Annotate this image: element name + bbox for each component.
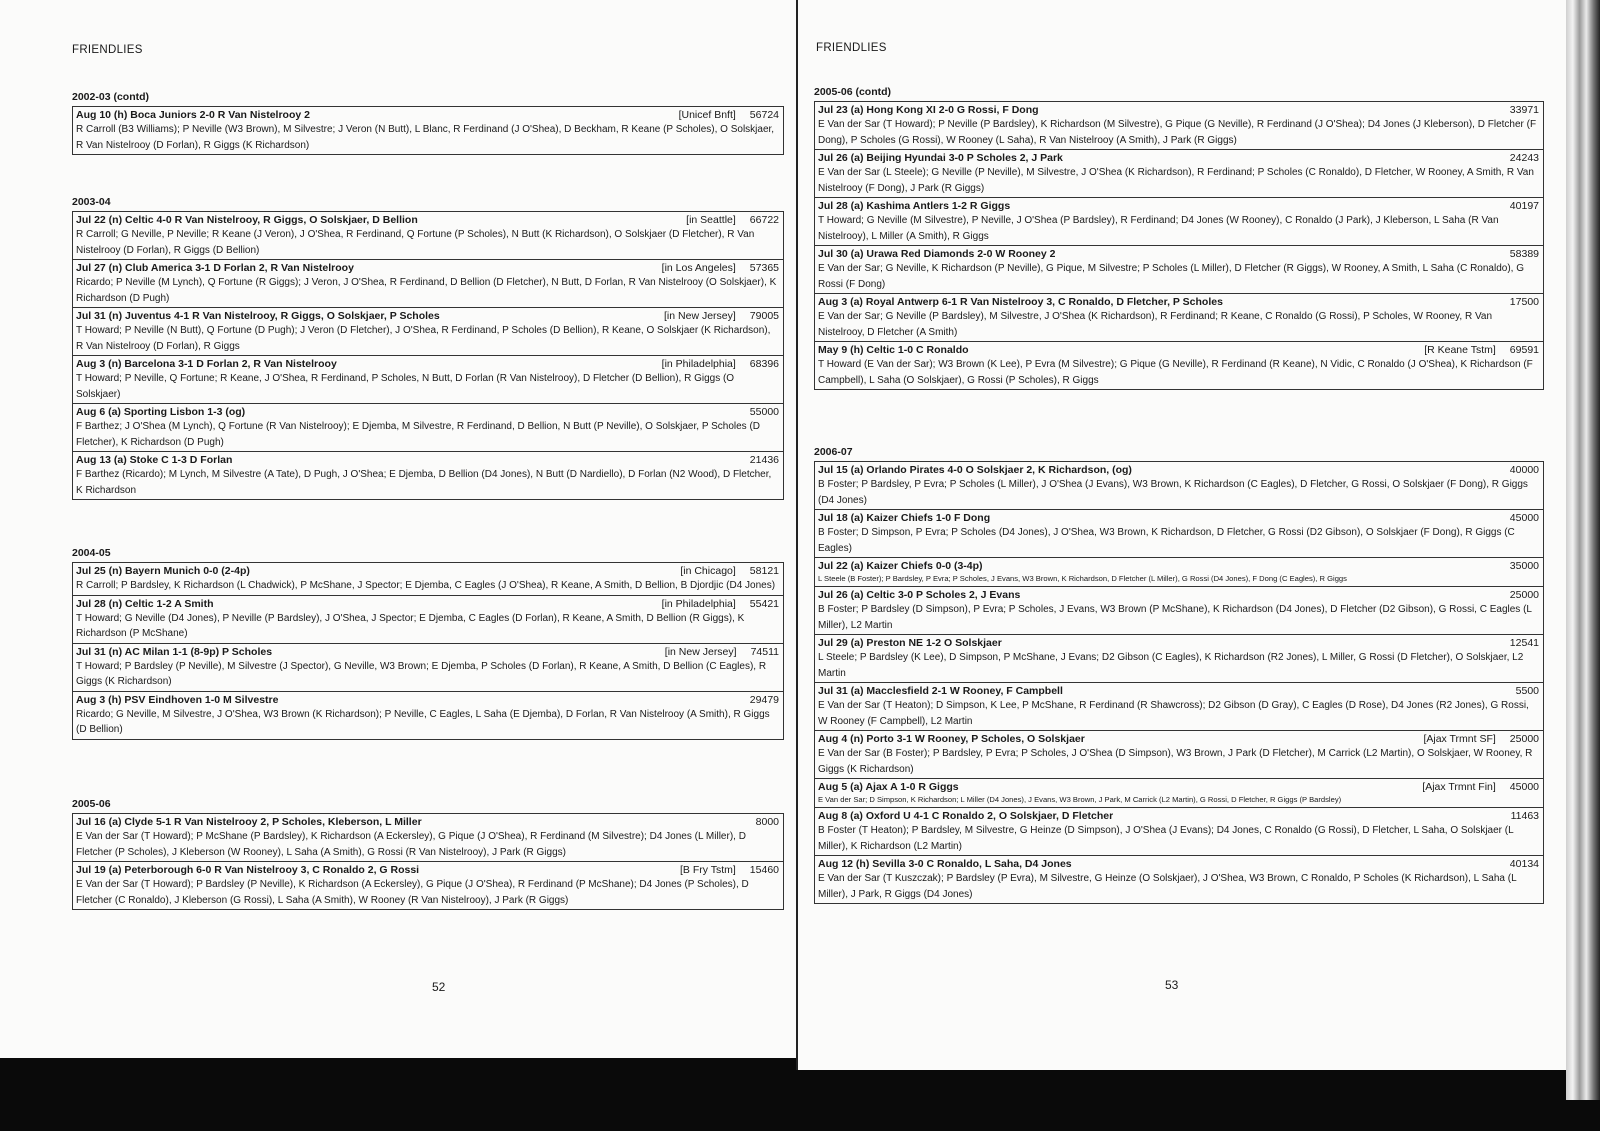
match-meta [1496,636,1539,650]
match-title: Aug 13 (a) Stoke C 1-3 D Forlan [76,454,233,466]
page-number: 52 [432,980,446,994]
match-lineup: E Van der Sar (B Foster); P Bardsley, P Evra; P Scholes, J O'Shea (D Simpson), W3 Brown, J Park (D Fletcher), M Carrick (L2 Martin), O Solskjaer, W Rooney, R Giggs (K Richardson) [818,748,1533,775]
match-attendance: 35000 [1509,560,1539,572]
match-header [818,732,1539,746]
match-header [76,261,779,275]
match-lineup: R Carroll (B3 Williams); P Neville (W3 Brown), M Silvestre; J Veron (N Butt), L Blanc, R Ferdinand (J O'Shea), D Beckham, R Keane (P Scholes), O Solskjaer, R Van Nistelrooy (D Forlan), R Giggs (K Richardson) [76,124,775,151]
match-header [76,597,779,611]
match-lineup: B Foster; D Simpson, P Evra; P Scholes (D4 Jones), J O'Shea, W3 Brown, K Richardson, D Fletcher, G Rossi (D2 Gibson), O Solskjaer (F Dong), R Giggs (C Eagles) [818,527,1515,554]
match-header [818,780,1539,794]
match-entry [72,211,784,259]
match-list [814,101,1544,390]
match-title: Jul 26 (a) Beijing Hyundai 3-0 P Scholes 2, J Park [818,152,1063,164]
match-meta [1496,463,1539,477]
match-entry [72,106,784,155]
match-entry [814,341,1544,390]
match-lineup: E Van der Sar (L Steele); G Neville (P Neville), M Silvestre, J O'Shea (K Richardson), R Ferdinand; P Scholes (C Ronaldo), D Fletcher, W Rooney, A Smith, R Van Nistelrooy (F Dong), J Park (R Giggs) [818,167,1534,194]
match-meta [680,863,779,877]
match-entry [72,451,784,500]
match-header [818,151,1539,165]
match-lineup: R Carroll; G Neville, P Neville; R Keane (J Veron), J O'Shea, R Ferdinand, Q Fortune (P Scholes), N Butt (K Richardson), O Solskjaer (D Fletcher), R Van Nistelrooy (D Forlan), R Giggs (D Bellion) [76,229,755,256]
match-lineup: E Van der Sar; D Simpson, K Richardson; L Miller (D4 Jones), J Evans, W3 Brown, J Park, M Carrick (L2 Martin), G Rossi, D Fletcher, R Giggs (P Bardsley) [818,795,1342,804]
season-section [72,196,784,500]
match-attendance: 56724 [749,109,779,121]
match-venue: [Ajax Trmnt Fin] [1422,781,1496,793]
match-title: Jul 28 (a) Kashima Antlers 1-2 R Giggs [818,200,1011,212]
page-number: 53 [1165,978,1179,992]
match-lineup: T Howard; P Bardsley (P Neville), M Silvestre (J Spector), G Neville, W3 Brown; E Djemba, P Scholes (D Forlan), R Keane, A Smith, D Bellion (C Eagles), R Giggs (K Richardson) [76,660,767,687]
match-title: Jul 16 (a) Clyde 5-1 R Van Nistelrooy 2, P Scholes, Kleberson, L Miller [76,816,422,828]
match-entry [814,293,1544,341]
match-lineup: R Carroll; P Bardsley, K Richardson (L Chadwick), P McShane, J Spector; E Djemba, C Eagles (J O'Shea), R Keane, A Smith, D Bellion, B Djordjic (D4 Jones) [76,580,776,591]
match-venue: [B Fry Tstm] [679,864,736,876]
match-header [76,213,779,227]
match-entry [814,730,1544,778]
match-meta [742,815,779,829]
match-title: Jul 22 (a) Kaizer Chiefs 0-0 (3-4p) [818,560,983,572]
match-meta [662,597,779,611]
match-list [72,211,784,500]
match-meta [1424,343,1539,357]
match-entry [814,778,1544,807]
match-title: Aug 3 (a) Royal Antwerp 6-1 R Van Nistelrooy 3, C Ronaldo, D Fletcher, P Scholes [818,296,1223,308]
match-title: Aug 5 (a) Ajax A 1-0 R Giggs [818,781,959,793]
match-lineup: E Van der Sar; G Neville, K Richardson (P Neville), G Pique, M Silvestre; P Scholes (L Miller), D Fletcher (R Giggs), W Rooney, A Smith, L Saha (C Ronaldo), G Rossi (F Dong) [818,263,1524,290]
match-header [818,343,1539,357]
match-lineup: T Howard; G Neville (M Silvestre), P Neville, J O'Shea (P Bardsley), R Ferdinand; D4 Jones (W Rooney), C Ronaldo (J Park), J Kleberson, L Saha (R Van Nistelrooy), L Miller (A Smith), R Giggs [818,215,1499,242]
match-attendance: 66722 [749,214,779,226]
match-title: Aug 3 (h) PSV Eindhoven 1-0 M Silvestre [76,693,279,706]
match-venue: [in Chicago] [680,565,736,577]
match-header [818,247,1539,261]
match-meta [1496,151,1539,165]
match-entry [72,403,784,451]
match-lineup: F Barthez; J O'Shea (M Lynch), Q Fortune (R Van Nistelrooy); E Djemba, M Silvestre, R Ferdinand, D Bellion, N Butt (P Neville), O Solskjaer, P Scholes (D Fletcher), K Richardson (D Pugh) [76,421,761,448]
match-attendance: 55421 [749,597,779,610]
match-meta [1496,511,1539,525]
match-lineup: B Foster; P Bardsley (D Simpson), P Evra; P Scholes, J Evans, W3 Brown (P McShane), K Richardson (D4 Jones), D Fletcher (D2 Gibson), G Rossi, C Eagles (L Miller), L2 Martin [818,604,1532,631]
match-entry [72,355,784,403]
match-header [818,684,1539,698]
match-attendance: 29479 [749,693,779,706]
season-heading: 2006-07 [814,446,853,458]
match-lineup: T Howard; G Neville (D4 Jones), P Neville (P Bardsley), J O'Shea, J Spector; E Djemba, C Eagles (D Forlan), R Keane, A Smith, D Bellion (R Giggs), K Richardson (P McShane) [76,612,745,639]
match-header [76,309,779,323]
match-title: Jul 27 (n) Club America 3-1 D Forlan 2, R Van Nistelrooy [76,262,354,274]
match-meta [662,357,779,371]
match-lineup: F Barthez (Ricardo); M Lynch, M Silvestre (A Tate), D Pugh, J O'Shea; E Djemba, D Bellion (D4 Jones), N Butt (D Nardiello), D Forlan (N2 Wood), D Fletcher, K Richardson [76,469,772,496]
match-title: Aug 3 (n) Barcelona 3-1 D Forlan 2, R Van Nistelrooy [76,358,337,370]
match-header [76,564,779,578]
match-header [76,863,779,877]
match-meta [680,564,779,578]
match-attendance: 45000 [1509,781,1539,793]
match-header [818,103,1539,117]
match-title: Jul 31 (a) Macclesfield 2-1 W Rooney, F Campbell [818,685,1063,697]
match-lineup: Ricardo; P Neville (M Lynch), Q Fortune (R Giggs); J Veron, J O'Shea, R Ferdinand, D Bellion (D Fletcher), N Butt, D Forlan, R Van Nistelrooy (O Solskjaer), K Richardson (D Pugh) [76,277,777,304]
match-meta [686,213,779,227]
match-title: Jul 25 (n) Bayern Munich 0-0 (2-4p) [76,565,250,577]
match-entry [72,691,784,740]
match-title: Jul 29 (a) Preston NE 1-2 O Solskjaer [818,637,1002,649]
match-header [818,857,1539,871]
match-entry [814,557,1544,586]
match-meta [736,405,779,419]
match-attendance: 21436 [749,454,779,466]
match-header [76,108,779,122]
match-header [818,636,1539,650]
match-entry [814,461,1544,509]
match-header [818,809,1539,823]
match-meta [679,108,779,122]
match-meta [1496,199,1539,213]
match-attendance: 69591 [1509,344,1539,356]
page-header: FRIENDLIES [816,42,887,54]
match-list [72,813,784,910]
match-entry [814,682,1544,730]
season-section [814,86,1544,390]
match-attendance: 57365 [749,262,779,274]
match-list [814,461,1544,904]
match-lineup: E Van der Sar; G Neville (P Bardsley), M Silvestre, J O'Shea (K Richardson), R Ferdinand; R Keane, C Ronaldo (G Rossi), P Scholes, W Rooney, R Van Nistelrooy, D Fletcher (A Smith) [818,311,1493,338]
match-entry [72,562,784,595]
match-title: Jul 15 (a) Orlando Pirates 4-0 O Solskjaer 2, K Richardson, (og) [818,464,1132,476]
match-venue: [in Philadelphia] [661,358,736,370]
match-title: May 9 (h) Celtic 1-0 C Ronaldo [818,344,969,356]
match-title: Jul 31 (n) Juventus 4-1 R Van Nistelrooy, R Giggs, O Solskjaer, P Scholes [76,310,440,322]
match-entry [72,595,784,643]
match-attendance: 8000 [755,816,779,828]
match-header [76,405,779,419]
match-title: Jul 23 (a) Hong Kong XI 2-0 G Rossi, F Dong [818,104,1039,116]
match-entry [814,509,1544,557]
match-lineup: B Foster (T Heaton); P Bardsley, M Silvestre, G Heinze (D Simpson), J O'Shea (J Evans); D4 Jones, C Ronaldo (G Rossi), D Fletcher, L Saha, O Solskjaer (L Miller), K Richardson (L2 Martin) [818,825,1514,852]
season-heading: 2003-04 [72,196,111,208]
match-entry [814,807,1544,855]
match-lineup: T Howard (E Van der Sar); W3 Brown (K Lee), P Evra (M Silvestre); G Pique (G Neville), R Ferdinand (R Keane), N Vidic, C Ronaldo (J O'Shea), K Richardson (F Campbell), L Saha (O Solskjaer), G Rossi (P Scholes), R Giggs [818,359,1533,386]
season-heading: 2005-06 (contd) [814,86,892,98]
match-entry [814,197,1544,245]
match-meta [665,645,779,659]
match-header [76,693,779,707]
match-meta [736,453,779,467]
match-entry [814,634,1544,682]
match-meta [736,693,779,707]
match-meta [1496,857,1539,871]
match-title: Aug 10 (h) Boca Juniors 2-0 R Van Nistelrooy 2 [76,109,310,121]
match-entry [72,259,784,307]
match-lineup: T Howard; P Neville (N Butt), Q Fortune (D Pugh); J Veron (D Fletcher), J O'Shea, R Ferdinand, P Scholes (D Bellion), R Keane, O Solskjaer (K Richardson), R Van Nistelrooy (D Forlan), R Giggs [76,325,771,352]
match-venue: [Unicef Bnft] [678,109,736,121]
match-attendance: 58121 [749,565,779,577]
match-title: Jul 18 (a) Kaizer Chiefs 1-0 F Dong [818,512,991,524]
left-page [0,0,796,1058]
match-lineup: L Steele (B Foster); P Bardsley, P Evra; P Scholes, J Evans, W3 Brown, K Richardson, D Fletcher (L Miller), G Rossi (D4 Jones), F Dong (C Eagles), R Giggs [818,574,1347,583]
match-venue: [in Los Angeles] [661,262,736,274]
match-attendance: 40000 [1509,464,1539,476]
match-title: Aug 4 (n) Porto 3-1 W Rooney, P Scholes, O Solskjaer [818,733,1085,745]
match-lineup: L Steele; P Bardsley (K Lee), D Simpson, P McShane, J Evans; D2 Gibson (C Eagles), K Richardson (R2 Jones), L Miller, G Rossi (D Fletcher), O Solskjaer, L2 Martin [818,652,1524,679]
match-entry [814,101,1544,149]
match-attendance: 58389 [1509,248,1539,260]
match-meta [1496,588,1539,602]
season-section [72,798,784,910]
match-lineup: E Van der Sar (T Kuszczak); P Bardsley (P Evra), M Silvestre, G Heinze (O Solskjaer), J O'Shea, W3 Brown, C Ronaldo, P Scholes (K Richardson), L Saha (L Miller), J Park, R Giggs (D4 Jones) [818,873,1517,900]
page-header: FRIENDLIES [72,44,143,56]
match-title: Jul 28 (n) Celtic 1-2 A Smith [76,597,214,610]
match-header [818,559,1539,573]
match-attendance: 74511 [750,645,779,658]
match-venue: [in Philadelphia] [661,597,736,610]
match-title: Jul 31 (n) AC Milan 1-1 (8-9p) P Scholes [76,645,273,658]
match-title: Aug 12 (h) Sevilla 3-0 C Ronaldo, L Saha, D4 Jones [818,858,1072,870]
match-attendance: 40197 [1509,200,1539,212]
match-attendance: 17500 [1509,296,1539,308]
season-section [72,91,784,155]
match-header [818,511,1539,525]
match-header [76,815,779,829]
match-header [818,199,1539,213]
match-header [76,453,779,467]
match-venue: [R Keane Tstm] [1424,344,1496,356]
match-attendance: 33971 [1509,104,1539,116]
match-lineup: Ricardo; G Neville, M Silvestre, J O'Shea, W3 Brown (K Richardson); P Neville, C Eagles, L Saha (E Djemba), D Forlan, R Van Nistelrooy (A Smith), R Giggs (D Bellion) [76,708,770,735]
match-attendance: 25000 [1509,733,1539,745]
match-meta [664,309,779,323]
match-meta [1496,247,1539,261]
match-lineup: E Van der Sar (T Howard); P Neville (P Bardsley), K Richardson (M Silvestre), G Pique (G Neville), R Ferdinand (J O'Shea); D4 Jones (J Kleberson), D Fletcher (F Dong), P Scholes (G Rossi), W Rooney (L Saha), R Van Nistelrooy (A Smith), J Park (R Giggs) [818,119,1537,146]
match-meta [1502,684,1539,698]
match-entry [814,586,1544,634]
match-attendance: 11463 [1510,810,1539,822]
match-meta [1496,559,1539,573]
season-heading: 2004-05 [72,547,111,559]
match-meta [1496,295,1539,309]
match-meta [1423,732,1539,746]
match-attendance: 79005 [749,310,779,322]
match-meta [662,261,779,275]
match-attendance: 45000 [1509,512,1539,524]
match-title: Jul 30 (a) Urawa Red Diamonds 2-0 W Rooney 2 [818,248,1056,260]
match-lineup: B Foster; P Bardsley, P Evra; P Scholes (L Miller), J O'Shea (J Evans), W3 Brown, K Richardson (C Eagles), D Fletcher, G Rossi, O Solskjaer (F Dong), R Giggs (D4 Jones) [818,479,1528,506]
match-meta [1497,809,1539,823]
match-header [818,463,1539,477]
match-attendance: 25000 [1509,589,1539,601]
match-meta [1496,103,1539,117]
match-venue: [in New Jersey] [664,310,736,322]
match-header [76,645,779,659]
match-venue: [in Seattle] [686,214,736,226]
match-venue: [in New Jersey] [664,645,737,658]
match-entry [72,643,784,691]
match-attendance: 15460 [749,864,779,876]
book-page-edges [1566,0,1600,1100]
season-heading: 2005-06 [72,798,111,810]
match-header [818,295,1539,309]
match-title: Jul 22 (n) Celtic 4-0 R Van Nistelrooy, R Giggs, O Solskjaer, D Bellion [76,214,418,226]
match-meta [1422,780,1539,794]
match-lineup: T Howard; P Neville, Q Fortune; R Keane, J O'Shea, R Ferdinand, P Scholes, N Butt, D Forlan (R Van Nistelrooy), D Fletcher (D Bellion), R Giggs (O Solskjaer) [76,373,735,400]
match-title: Aug 8 (a) Oxford U 4-1 C Ronaldo 2, O Solskjaer, D Fletcher [818,810,1114,822]
match-attendance: 68396 [749,358,779,370]
season-heading: 2002-03 (contd) [72,91,150,103]
match-attendance: 55000 [749,406,779,418]
match-attendance: 12541 [1509,637,1539,649]
match-header [818,588,1539,602]
match-lineup: E Van der Sar (T Heaton); D Simpson, K Lee, P McShane, R Ferdinand (R Shawcross); D2 Gibson (D Gray), C Eagles (D Rose), D4 Jones (R2 Jones), G Rossi, W Rooney (F Campbell), L2 Martin [818,700,1529,727]
match-title: Jul 26 (a) Celtic 3-0 P Scholes 2, J Evans [818,589,1021,601]
match-attendance: 5500 [1515,685,1539,697]
season-section [72,547,784,740]
match-lineup: E Van der Sar (T Howard); P Bardsley (P Neville), K Richardson (A Eckersley), G Pique (J O'Shea), R Ferdinand (P McShane); D4 Jones (P Scholes), D Fletcher (C Ronaldo), J Kleberson (G Rossi), L Saha (A Smith), W Rooney (R Van Nistelrooy), J Park (R Giggs) [76,879,749,906]
right-page [796,0,1566,1070]
match-attendance: 40134 [1509,858,1539,870]
match-lineup: E Van der Sar (T Howard); P McShane (P Bardsley), K Richardson (A Eckersley), G Pique (J O'Shea), R Ferdinand (M Silvestre); D4 Jones (L Miller), D Fletcher (P Scholes), J Kleberson (W Rooney), L Saha (A Smith), G Rossi (R Van Nistelrooy), J Park (R Giggs) [76,831,746,858]
match-venue: [Ajax Trmnt SF] [1423,733,1496,745]
match-attendance: 24243 [1509,152,1539,164]
match-title: Aug 6 (a) Sporting Lisbon 1-3 (og) [76,406,246,418]
match-header [76,357,779,371]
match-entry [814,855,1544,904]
match-entry [72,307,784,355]
season-section [814,446,1544,904]
match-entry [814,149,1544,197]
match-list [72,562,784,740]
match-entry [72,813,784,861]
match-entry [814,245,1544,293]
match-list [72,106,784,155]
match-entry [72,861,784,910]
match-title: Jul 19 (a) Peterborough 6-0 R Van Nistelrooy 3, C Ronaldo 2, G Rossi [76,864,420,876]
